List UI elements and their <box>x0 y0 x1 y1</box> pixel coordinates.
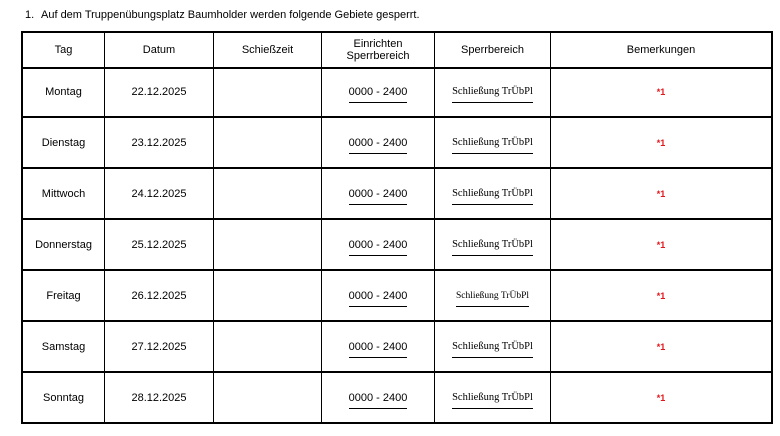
cell-tag: Sonntag <box>23 373 105 422</box>
table-row <box>23 118 771 169</box>
cell-bemerkung <box>551 118 771 167</box>
cell-schiesszeit <box>214 373 322 422</box>
remark-mark: *1 <box>656 239 666 250</box>
cell-zeit: 0000 - 2400 <box>349 336 408 358</box>
cell-sperr: Schließung TrÜbPl <box>452 336 533 358</box>
table-row <box>23 220 771 271</box>
table-row <box>23 322 771 373</box>
cell-einrichten <box>322 169 435 218</box>
cell-sperr: Schließung TrÜbPl <box>452 234 533 256</box>
header-bemerkungen: Bemerkungen <box>626 44 696 56</box>
cell-bemerkung <box>551 220 771 269</box>
cell-tag: Samstag <box>23 322 105 371</box>
table-row <box>23 373 771 422</box>
cell-bemerkung <box>551 271 771 320</box>
cell-datum: 28.12.2025 <box>105 373 214 422</box>
cell-einrichten <box>322 118 435 167</box>
cell-tag: Freitag <box>23 271 105 320</box>
remark-mark: *1 <box>656 341 666 352</box>
cell-zeit: 0000 - 2400 <box>349 132 408 154</box>
table-row <box>23 67 771 118</box>
cell-datum: 26.12.2025 <box>105 271 214 320</box>
cell-zeit: 0000 - 2400 <box>349 285 408 307</box>
cell-sperrbereich <box>435 271 551 320</box>
remark-mark: *1 <box>656 392 666 403</box>
cell-sperrbereich <box>435 67 551 116</box>
remark-mark: *1 <box>656 137 666 148</box>
cell-sperr: Schließung TrÜbPl <box>452 81 533 103</box>
cell-bemerkung <box>551 373 771 422</box>
closure-table <box>21 31 773 424</box>
cell-schiesszeit <box>214 220 322 269</box>
table-header <box>23 33 771 69</box>
cell-tag: Dienstag <box>23 118 105 167</box>
cell-sperrbereich <box>435 373 551 422</box>
header-einrichten-line2: Sperrbereich <box>346 50 410 62</box>
cell-einrichten <box>322 67 435 116</box>
cell-sperrbereich <box>435 220 551 269</box>
intro-number: 1. <box>25 9 35 21</box>
cell-zeit: 0000 - 2400 <box>349 234 408 256</box>
cell-zeit: 0000 - 2400 <box>349 387 408 409</box>
cell-tag: Mittwoch <box>23 169 105 218</box>
table-row <box>23 169 771 220</box>
remark-mark: *1 <box>656 86 666 97</box>
cell-schiesszeit <box>214 169 322 218</box>
cell-bemerkung <box>551 67 771 116</box>
header-tag: Tag <box>23 33 105 67</box>
cell-bemerkung <box>551 322 771 371</box>
cell-schiesszeit <box>214 322 322 371</box>
cell-einrichten <box>322 271 435 320</box>
cell-zeit: 0000 - 2400 <box>349 183 408 205</box>
cell-zeit: 0000 - 2400 <box>349 81 408 103</box>
cell-sperrbereich <box>435 169 551 218</box>
cell-einrichten <box>322 322 435 371</box>
cell-datum: 27.12.2025 <box>105 322 214 371</box>
cell-einrichten <box>322 373 435 422</box>
cell-tag: Donnerstag <box>23 220 105 269</box>
remark-mark: *1 <box>656 188 666 199</box>
remark-mark: *1 <box>656 290 666 301</box>
table-row <box>23 271 771 322</box>
header-sperrbereich: Sperrbereich <box>435 33 551 67</box>
header-einrichten <box>322 33 435 67</box>
cell-schiesszeit <box>214 118 322 167</box>
cell-tag: Montag <box>23 67 105 116</box>
intro-line <box>25 9 420 21</box>
header-datum: Datum <box>105 33 214 67</box>
cell-schiesszeit <box>214 67 322 116</box>
header-einrichten-line1: Einrichten <box>353 38 403 50</box>
cell-sperrbereich <box>435 118 551 167</box>
cell-datum: 24.12.2025 <box>105 169 214 218</box>
cell-sperr: Schließung TrÜbPl <box>452 132 533 154</box>
cell-sperr: Schließung TrÜbPl <box>452 387 533 409</box>
header-schiesszeit: Schießzeit <box>214 33 322 67</box>
cell-einrichten <box>322 220 435 269</box>
cell-datum: 25.12.2025 <box>105 220 214 269</box>
cell-bemerkung <box>551 169 771 218</box>
cell-datum: 22.12.2025 <box>105 67 214 116</box>
cell-datum: 23.12.2025 <box>105 118 214 167</box>
cell-sperrbereich <box>435 322 551 371</box>
cell-schiesszeit <box>214 271 322 320</box>
cell-sperr: Schließung TrÜbPl <box>452 183 533 205</box>
cell-sperr: Schließung TrÜbPl <box>456 285 529 307</box>
intro-text: Auf dem Truppenübungsplatz Baumholder werden folgende Gebiete gesperrt. <box>41 9 420 21</box>
